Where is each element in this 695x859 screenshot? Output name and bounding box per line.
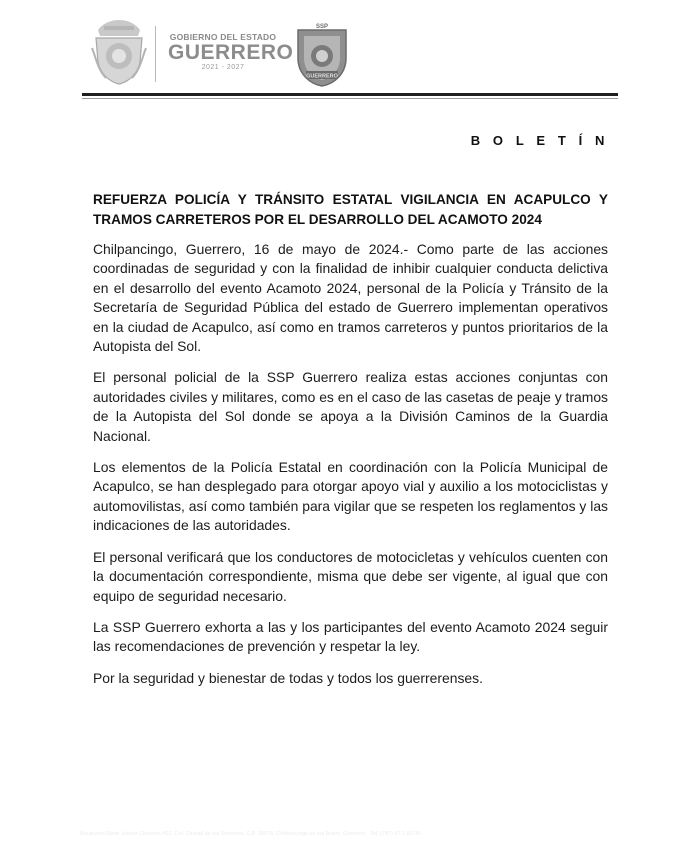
guerrero-coat-of-arms-icon xyxy=(90,18,148,86)
paragraph: Por la seguridad y bienestar de todas y todos los guerrerenses. xyxy=(93,669,483,686)
header-rule xyxy=(82,93,618,96)
footer-address: Boulevard René Juárez Cisneros #62, Col. Ciudad de los Servicios, C.P. 39074, Chilpancingo de los Bravo, Guerrero · Tel. (747) 47 1 81 00 xyxy=(80,831,421,837)
header-divider xyxy=(155,26,156,82)
document-type-label: B O L E T Í N xyxy=(470,133,609,148)
bulletin-headline: REFUERZA POLICÍA Y TRÁNSITO ESTATAL VIGILANCIA EN ACAPULCO Y TRAMOS CARRETEROS POR EL DESARROLLO DEL ACAMOTO 2024 xyxy=(93,192,608,227)
ssp-shield-icon xyxy=(294,22,350,88)
gov-label: GOBIERNO DEL ESTADO xyxy=(169,32,277,42)
paragraph: El personal verificará que los conductores de motocicletas y vehículos cuenten con la documentación correspondiente, misma que debe ser vigente, al igual que con equipo de seguridad necesario. xyxy=(93,548,608,604)
header-rule-thin xyxy=(82,98,618,99)
bulletin-body xyxy=(93,190,608,700)
paragraph: Los elementos de la Policía Estatal en coordinación con la Policía Municipal de Acapulco, se han desplegado para otorgar apoyo vial y auxilio a los motociclistas y automovilistas, así como también para vigilar que se respeten los reglamentos y las indicaciones de las autoridades. xyxy=(93,459,608,534)
paragraph: El personal policial de la SSP Guerrero realiza estas acciones conjuntas con autoridades civiles y militares, como es en el caso de las casetas de peaje y tramos de la Autopista del Sol donde se apoya a la División Caminos de la Guardia Nacional. xyxy=(93,369,608,444)
ssp-badge-bottom: GUERRERO xyxy=(306,73,338,80)
paragraph: La SSP Guerrero exhorta a las y los participantes del evento Acamoto 2024 seguir las recomendaciones de prevención y respetar la ley. xyxy=(93,618,608,655)
administration-period: 2021 - 2027 xyxy=(201,64,245,71)
letterhead xyxy=(88,14,628,88)
state-government-wordmark xyxy=(168,32,294,71)
paragraph: Chilpancingo, Guerrero, 16 de mayo de 2024.- Como parte de las acciones coordinadas de seguridad y con la finalidad de inhibir cualquier conducta delictiva en el desarrollo del evento Acamoto 2024, personal de la Policía y Tránsito de la Secretaría de Seguridad Pública del estado de Guerrero implementan operativos en la ciudad de Acapulco, así como en tramos carreteros y puntos prioritarios de la Autopista del Sol. xyxy=(93,241,608,355)
ssp-badge-top: SSP xyxy=(315,24,329,30)
state-name: GUERRERO xyxy=(168,41,294,64)
